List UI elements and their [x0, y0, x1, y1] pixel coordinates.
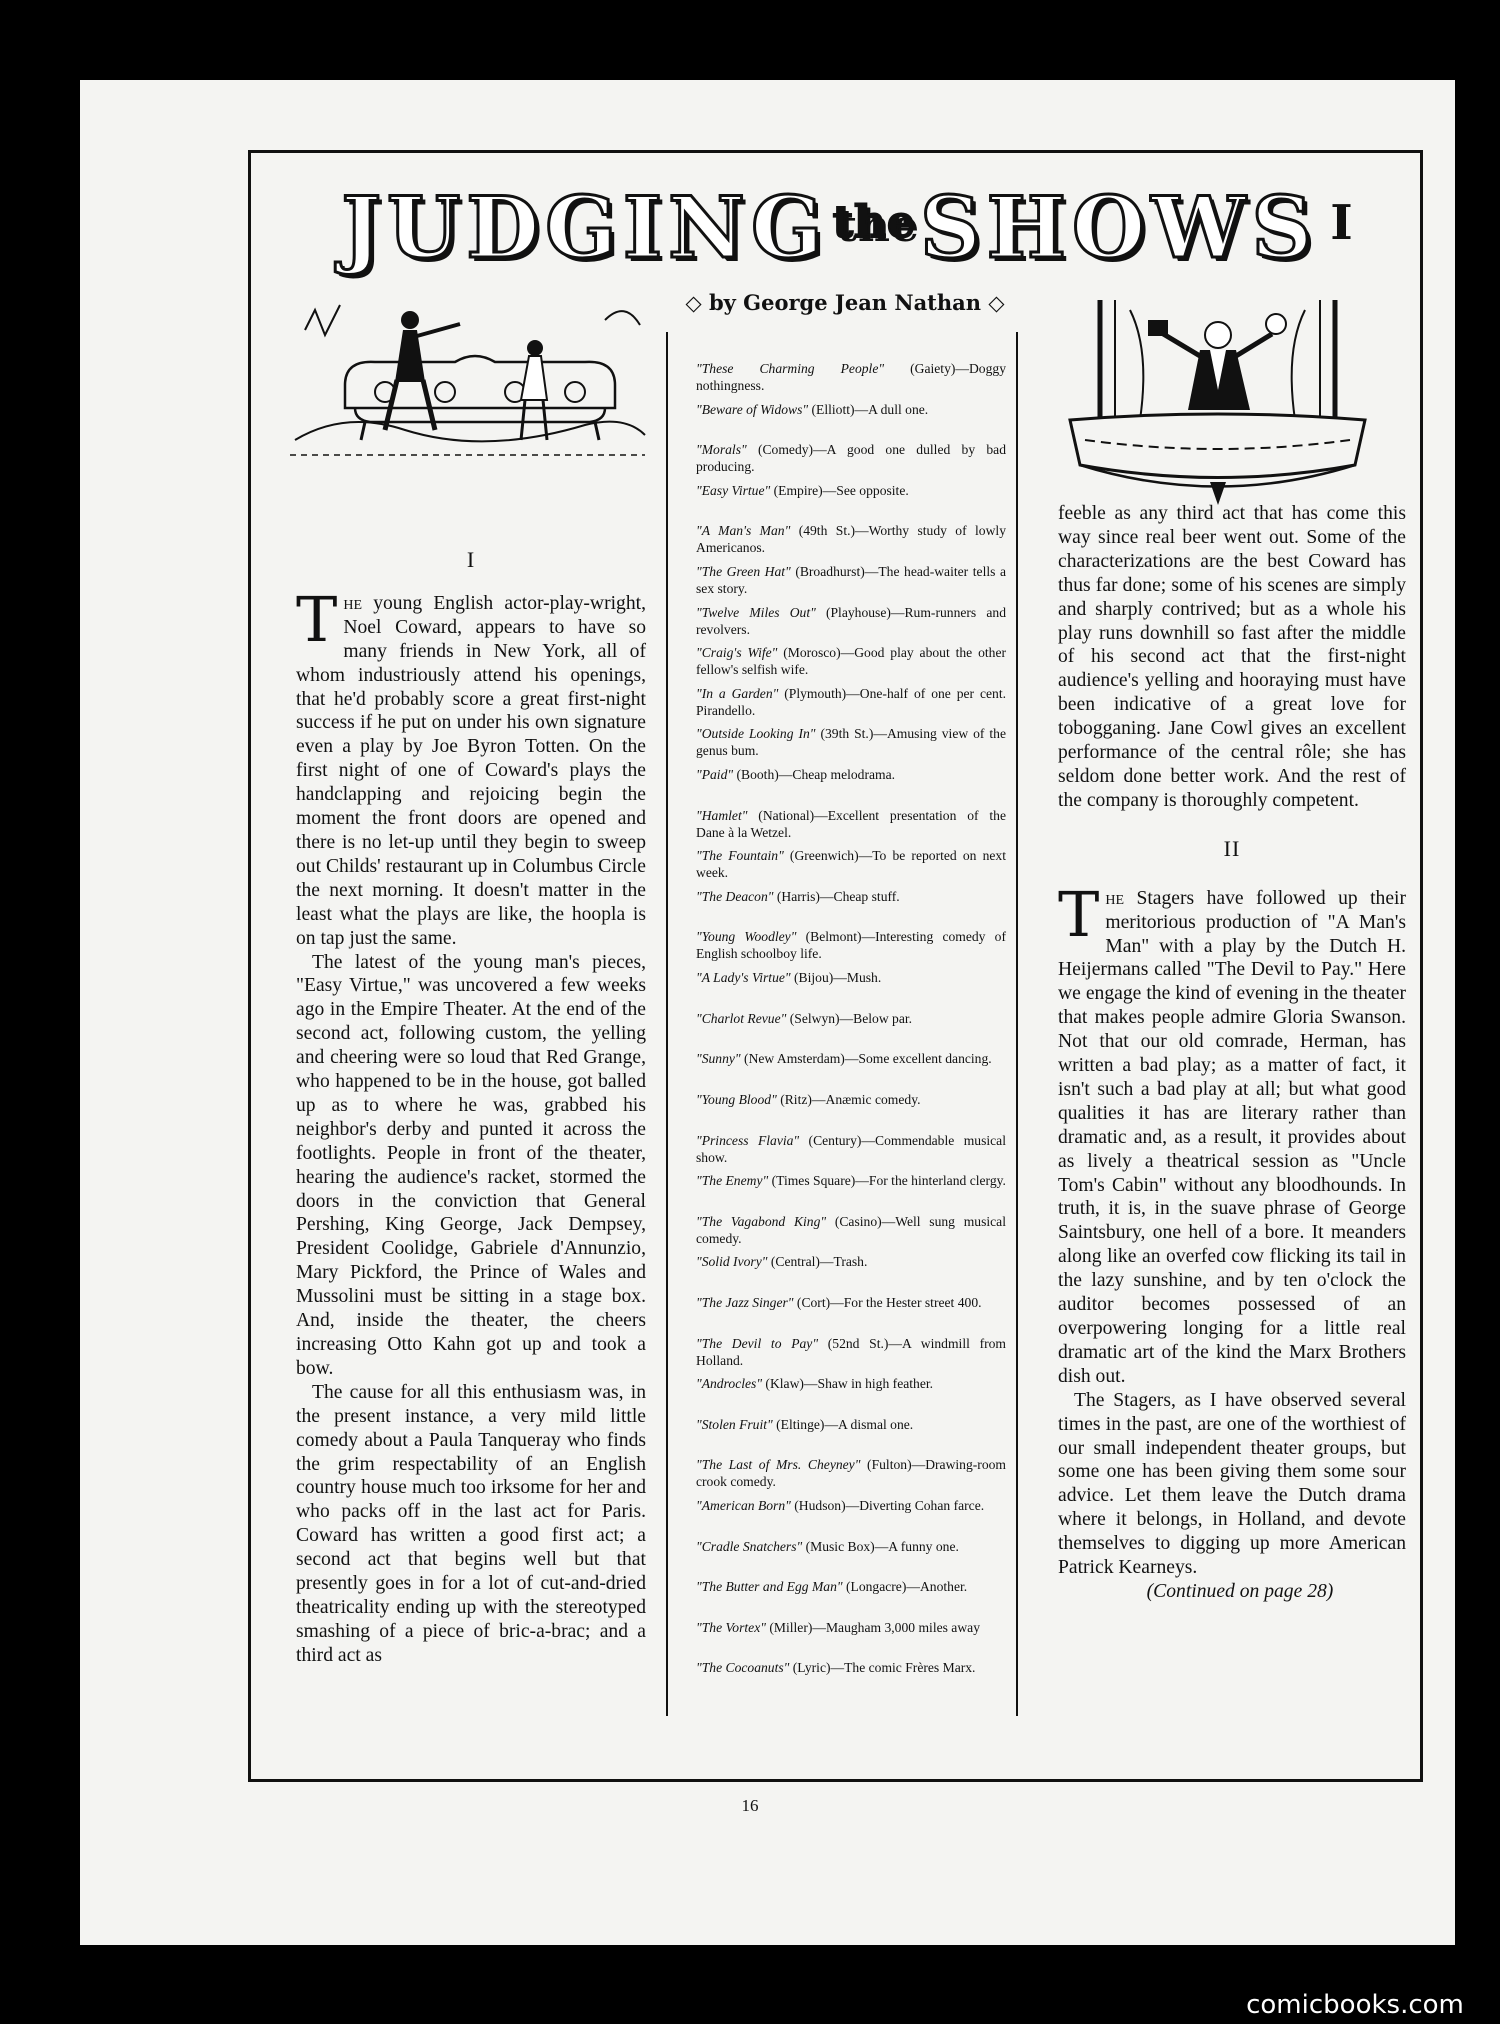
listing-entry [696, 807, 1006, 841]
listing-review: (Eltinge)—A dismal one. [772, 1416, 914, 1432]
listing-entry [696, 1294, 1006, 1311]
listing-review: (Belmont)—Interesting comedy of English schoolboy life. [696, 929, 1007, 962]
listing-title: "In a Garden" [696, 685, 779, 701]
listing-review: (Longacre)—Another. [842, 1579, 968, 1595]
listing-title: "Young Blood" [696, 1091, 777, 1107]
listing-entry [696, 441, 1006, 475]
listing-entry [696, 1335, 1006, 1369]
title-number: I [1330, 195, 1359, 251]
byline-author: George Jean Nathan [743, 290, 982, 315]
listing-entry [696, 522, 1006, 556]
lead-small-caps: he [1105, 887, 1125, 909]
listing-title: "The Fountain" [696, 848, 784, 864]
listing-review: (Ritz)—Anæmic comedy. [776, 1091, 921, 1107]
listing-title: "Androcles" [696, 1376, 763, 1392]
listing-title: "The Last of Mrs. Cheyney" [696, 1457, 861, 1473]
listing-review: (Plymouth)—One-half of one per cent. Pirandello. [696, 685, 1006, 718]
listing-review: (Morosco)—Good play about the other fellow's selfish wife. [696, 645, 1006, 678]
masthead [300, 178, 1400, 288]
paragraph-5 [1058, 877, 1406, 1389]
listing-entry [696, 1456, 1006, 1490]
listing-title: "American Born" [696, 1497, 791, 1513]
listing-review: (Lyric)—The comic Frères Marx. [789, 1660, 976, 1676]
listing-entry [696, 1172, 1006, 1189]
right-column [1058, 502, 1406, 1604]
drop-cap: T [296, 582, 338, 656]
listing-title: "The Deacon" [696, 888, 774, 904]
listing-entry [696, 1253, 1006, 1270]
listing-review: (Harris)—Cheap stuff. [773, 888, 900, 904]
left-column [296, 548, 646, 1668]
listing-entry [696, 563, 1006, 597]
listing-title: "Solid Ivory" [696, 1254, 768, 1270]
continued-note: (Continued on page 28) [1146, 1580, 1334, 1602]
listing-entry [696, 482, 1006, 499]
listing-review: (Miller)—Maugham 3,000 miles away [765, 1619, 980, 1635]
title-shows: SHOWS [920, 178, 1319, 277]
listing-title: "A Lady's Virtue" [696, 970, 791, 986]
page-number: 16 [741, 1796, 759, 1815]
section-heading-i: I [466, 547, 476, 572]
listing-title: "The Enemy" [696, 1173, 769, 1189]
listing-title: "Sunny" [696, 1051, 741, 1067]
listing-entry [696, 685, 1006, 719]
listing-review: (Hudson)—Diverting Cohan farce. [790, 1497, 985, 1513]
paragraph-3: The cause for all this enthusiasm was, in the present instance, a very mild little comedy about a Paula Tanqueray who finds the grim respectability of an English country house much too irksome for her and who packs off in the last act for Paris. Coward has written a good first act; a second act that begins well but that presently goes in for a lot of cut-and-dried theatricality ending up with the stereotyped smashing of a piece of bric-a-brac; and a third act as [296, 1381, 646, 1666]
listing-entry [696, 888, 1006, 905]
listing-entry [696, 1010, 1006, 1027]
listing-title: "The Green Hat" [696, 564, 791, 580]
title-the: the [832, 197, 917, 248]
listing-review: (Playhouse)—Rum-runners and revolvers. [696, 604, 1006, 637]
byline-ornament-left: ◇ [685, 290, 709, 315]
paragraph-1-text: young English actor-play-wright, Noel Coward, appears to have so many friends in New York, all of whom industriously attend his openings, that he'd probably score a great first-night success if he put on under his own signature even a play by Joe Byron Totten. On the first night of one of Coward's plays the handclapping and rejoicing begin the moment the front doors are opened and there is no let-up until they begin to sweep out Childs' restaurant up in Columbus Circle the next morning. It doesn't matter in the least what the plays are like, the hoopla is on tap just the same. [296, 592, 646, 949]
listing-review: (Elliott)—A dull one. [808, 401, 929, 417]
byline-ornament-right: ◇ [988, 290, 1005, 315]
listing-title: "Twelve Miles Out" [696, 604, 816, 620]
listing-title: "Cradle Snatchers" [696, 1538, 803, 1554]
paragraph-2: The latest of the young man's pieces, "Easy Virtue," was uncovered a few weeks ago in the Empire Theater. At the end of the second act, following custom, the yelling and cheering were so loud that Red Grange, who happened to be in the house, got balled up as to where he was, grabbed his neighbor's derby and punted it across the footlights. People in front of the theater, hearing the audience's racket, stormed the doors in the conviction that General Pershing, King George, Jack Dempsey, President Coolidge, Gabriele d'Annunzio, Mary Pickford, the Prince of Wales and Mussolini must be sitting in a stage box. And, inside the theater, the cheers increasing Otto Kahn got up and took a bow. [296, 951, 646, 1379]
listing-review: (Casino)—Well sung musical comedy. [696, 1213, 1006, 1246]
listing-entry [696, 1578, 1006, 1595]
listing-title: "Outside Looking In" [696, 726, 816, 742]
listing-entry [696, 401, 1006, 418]
listing-title: "Princess Flavia" [696, 1132, 800, 1148]
listing-review: (Booth)—Cheap melodrama. [733, 767, 896, 783]
listing-review: (National)—Excellent presentation of the Dane à la Wetzel. [696, 807, 1006, 840]
listing-entry [696, 1050, 1006, 1067]
byline [655, 290, 1035, 315]
listing-entry [696, 847, 1006, 881]
byline-prefix: by [708, 290, 736, 315]
sofa-couple-illustration [285, 290, 650, 470]
listing-review: (Comedy)—A good one dulled by bad producing. [696, 442, 1006, 475]
listing-title: "Paid" [696, 767, 734, 783]
listing-review: (Bijou)—Mush. [790, 970, 882, 986]
listing-title: "Beware of Widows" [696, 401, 809, 417]
listing-title: "Morals" [696, 442, 747, 458]
theater-box-illustration [1060, 290, 1375, 515]
listing-entry [696, 360, 1006, 394]
listing-title: "The Vagabond King" [696, 1213, 827, 1229]
listing-review: (Empire)—See opposite. [770, 482, 909, 498]
listing-title: "The Jazz Singer" [696, 1294, 794, 1310]
listing-entry [696, 766, 1006, 783]
listing-entry [696, 1619, 1006, 1636]
listing-entry [696, 604, 1006, 638]
listing-title: "Hamlet" [696, 807, 748, 823]
listing-entry [696, 928, 1006, 962]
listing-title: "A Man's Man" [696, 523, 791, 539]
listing-entry [696, 1659, 1006, 1676]
listing-title: "The Devil to Pay" [696, 1335, 819, 1351]
listing-review: (39th St.)—Amusing view of the genus bum. [696, 726, 1007, 759]
paragraph-6: The Stagers, as I have observed several times in the past, are one of the worthiest of our small independent theater groups, but some one has been giving them some sour advice. Let them leave the Dutch drama where it belongs, in Holland, and devote themselves to digging up more American Patrick Kearneys. [1058, 1389, 1406, 1579]
listing-title: "Young Woodley" [696, 929, 797, 945]
listing-title: "Easy Virtue" [696, 482, 771, 498]
listing-review: (Century)—Commendable musical show. [696, 1132, 1006, 1165]
listing-review: (Broadhurst)—The head-waiter tells a sex story. [696, 564, 1006, 597]
listing-title: "Charlot Revue" [696, 1010, 787, 1026]
listing-review: (Fulton)—Drawing-room crook comedy. [696, 1457, 1006, 1490]
listing-entry [696, 1213, 1006, 1247]
listing-review: (Klaw)—Shaw in high feather. [762, 1376, 934, 1392]
listing-review: (Central)—Trash. [767, 1254, 868, 1270]
listing-review: (Cort)—For the Hester street 400. [793, 1294, 982, 1310]
listing-review: (Gaiety)—Doggy nothingness. [696, 361, 1006, 393]
listing-entry [696, 1538, 1006, 1555]
listing-entry [696, 644, 1006, 678]
listing-entry [696, 1497, 1006, 1514]
listing-title: "These Charming People" [696, 361, 885, 376]
listing-title: "Craig's Wife" [696, 645, 778, 661]
listing-title: "The Vortex" [696, 1619, 766, 1635]
listing-entry [696, 1091, 1006, 1108]
listing-title: "Stolen Fruit" [696, 1416, 773, 1432]
paragraph-4: feeble as any third act that has come this way since real beer went out. Some of the characterizations are the best Coward has thus far done; some of his scenes are simply and sharply contrived; but as a whole his play runs downhill so fast after the middle of his second act that the first-night audience's yelling and hooraying must have been indicative of a great love for tobogganing. Jane Cowl gives an excellent performance of the central rôle; she has seldom done better work. And the rest of the company is thoroughly competent. [1058, 503, 1406, 811]
section-heading-ii: II [1223, 835, 1241, 861]
listing-title: "The Butter and Egg Man" [696, 1579, 843, 1595]
listing-entry [696, 1132, 1006, 1166]
lead-small-caps: he [343, 592, 363, 614]
listing-review: (Selwyn)—Below par. [786, 1010, 913, 1026]
listing-review: (Music Box)—A funny one. [802, 1538, 959, 1554]
listing-entry [696, 725, 1006, 759]
listing-review: (Times Square)—For the hinterland clergy. [768, 1173, 1006, 1189]
watermark: comicbooks.com [1246, 1990, 1464, 2020]
paragraph-1 [296, 582, 646, 951]
paragraph-5-text: Stagers have followed up their meritorious production of "A Man's Man" with a play by the Dutch H. Heijermans called "The Devil to Pay." Here we engage the kind of evening in the theater that makes people admire Gloria Swanson. Not that our old comrade, Herman, has written a bad play; as a matter of fact, it isn't such a bad play at all; but what good qualities it has are literary rather than dramatic and, as a result, it provides about as lively a theatrical session as "Uncle Tom's Cabin" without any bloodhounds. In truth, it is, in the suave phrase of George Saintsbury, one hell of a bore. It meanders along like an overfed cow flicking its tail in the lazy sunshine, and by ten o'clock the auditor becomes possessed of an overpowering longing for a little real dramatic art of the kind the Marx Brothers dish out. [1058, 887, 1406, 1387]
listing-entry [696, 1375, 1006, 1392]
title-judging: JUDGING [341, 178, 829, 277]
listing-entry [696, 969, 1006, 986]
listing-review: (52nd St.)—A windmill from Holland. [696, 1335, 1006, 1368]
listing-entry [696, 1416, 1006, 1433]
drop-cap: T [1058, 877, 1100, 951]
listing-review: (49th St.)—Worthy study of lowly Americanos. [696, 523, 1006, 556]
listing-title: "The Cocoanuts" [696, 1660, 790, 1676]
listing-review: (New Amsterdam)—Some excellent dancing. [740, 1051, 992, 1067]
listing-review: (Greenwich)—To be reported on next week. [696, 848, 1006, 881]
